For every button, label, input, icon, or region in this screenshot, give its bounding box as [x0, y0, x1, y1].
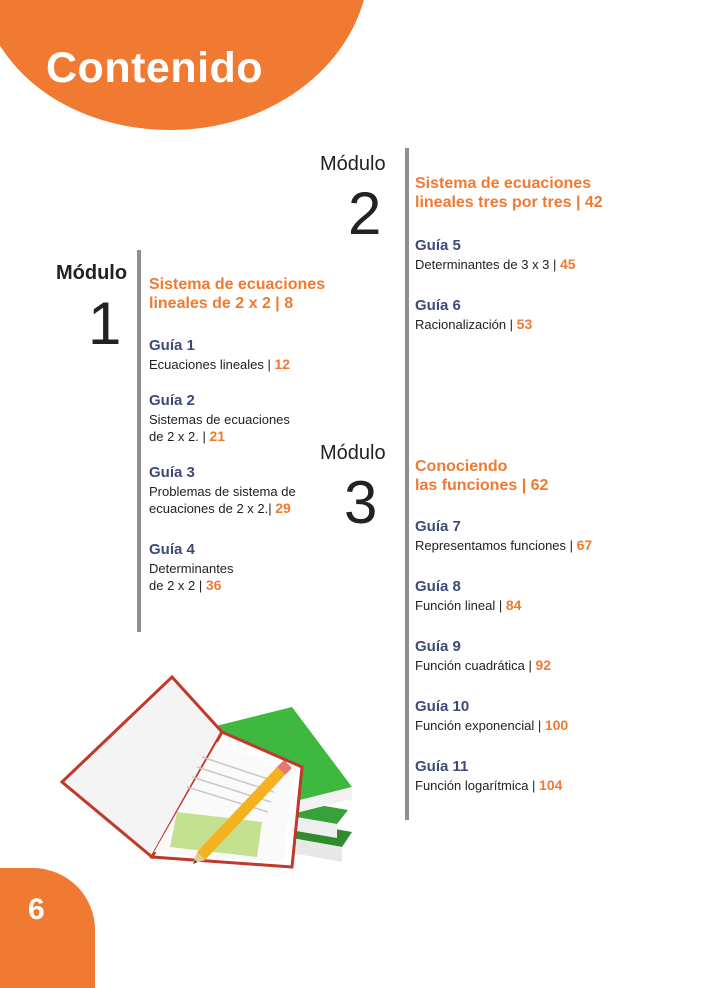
module-2-3-divider: [405, 148, 409, 820]
page-title: Contenido: [46, 44, 264, 92]
guide-8[interactable]: [415, 577, 521, 614]
guide-1[interactable]: [149, 336, 290, 373]
guide-page: 12: [274, 356, 291, 372]
guide-desc: Función logarítmica | 104: [415, 777, 563, 793]
module-3-label: Módulo: [320, 442, 386, 464]
guide-label: Guía 3: [149, 464, 195, 481]
guide-desc: Racionalización | 53: [415, 316, 533, 332]
guide-9[interactable]: [415, 637, 551, 674]
guide-label: Guía 1: [149, 337, 195, 354]
module-3-number: 3: [344, 469, 378, 536]
guide-label: Guía 9: [415, 638, 461, 655]
module-3-title[interactable]: Conociendo las funciones | 62: [415, 458, 549, 494]
guide-page: 29: [275, 500, 291, 516]
guide-label: Guía 7: [415, 518, 461, 535]
guide-7[interactable]: [415, 517, 592, 554]
guide-label: Guía 2: [149, 392, 195, 409]
guide-page: 67: [576, 537, 593, 553]
module-1-divider: [137, 250, 141, 632]
guide-label: Guía 8: [415, 578, 461, 595]
guide-page: 21: [209, 428, 226, 444]
guide-11[interactable]: [415, 757, 562, 794]
guide-label: Guía 11: [415, 758, 469, 775]
module-2-number: 2: [348, 180, 382, 247]
guide-desc: Sistemas de ecuaciones de 2 x 2. | 21: [149, 412, 290, 444]
guide-desc: Función exponencial | 100: [415, 717, 569, 733]
page-number: 6: [28, 893, 45, 926]
guide-2[interactable]: [149, 391, 290, 445]
guide-label: Guía 5: [415, 237, 461, 254]
module-2-label: Módulo: [320, 153, 386, 175]
module-1-number: 1: [88, 290, 122, 357]
module-1-label: Módulo: [56, 262, 128, 284]
guide-page: 36: [205, 577, 222, 593]
guide-desc: Ecuaciones lineales | 12: [149, 356, 291, 372]
guide-page: 92: [535, 657, 552, 673]
guide-desc: Representamos funciones | 67: [415, 537, 593, 553]
guide-page: 84: [505, 597, 522, 613]
guide-label: Guía 10: [415, 698, 470, 715]
guide-page: 45: [560, 256, 576, 272]
module-2-title[interactable]: Sistema de ecuaciones lineales tres por tres | 42: [415, 175, 603, 211]
guide-desc: Determinantes de 2 x 2 | 36: [149, 561, 234, 593]
guide-desc: Determinantes de 3 x 3 | 45: [415, 256, 576, 272]
guide-5[interactable]: [415, 236, 576, 273]
guide-desc: Función cuadrática | 92: [415, 657, 552, 673]
guide-page: 100: [544, 717, 569, 733]
guide-6[interactable]: [415, 296, 532, 333]
books-notebook-illustration: [52, 672, 362, 872]
guide-label: Guía 4: [149, 541, 195, 558]
guide-label: Guía 6: [415, 297, 461, 314]
guide-10[interactable]: [415, 697, 568, 734]
guide-page: 53: [516, 316, 533, 332]
guide-4[interactable]: [149, 540, 234, 594]
notebook-icon: [62, 677, 302, 867]
guide-page: 104: [539, 777, 563, 793]
guide-desc: Función lineal | 84: [415, 597, 522, 613]
guide-desc: Problemas de sistema de ecuaciones de 2 x 2.| 29: [149, 484, 296, 516]
guide-3[interactable]: [149, 463, 296, 517]
page-number-blob: [0, 868, 95, 988]
module-1-title[interactable]: Sistema de ecuaciones lineales de 2 x 2 | 8: [149, 276, 326, 312]
